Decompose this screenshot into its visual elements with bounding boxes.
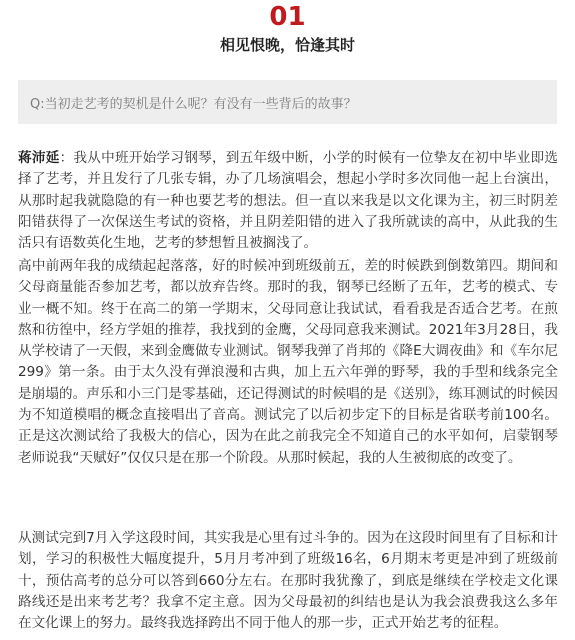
answer-paragraph-1-text: ：我从中班开始学习钢琴，到五年级中断，小学的时候有一位挚友在初中毕业即选择了艺考，并且发行了几张专辑，办了几场演唱会，想起小学时多次同他一起上台演出，从那时起我就隐隐的有一种也要艺考的想法。但一直以来我是以文化课为主，初三时阴差阳错获得了一次保送生考试的资格，并且阴差阳错的进入了我所就读的高中，从此我的生活只有语数英化生地，艺考的梦想暂且被搁浅了。 (18, 150, 559, 252)
speaker-name: 蒋沛延 (18, 150, 60, 166)
answer-paragraph-2: 高中前两年我的成绩起起落落，好的时候冲到班级前五，差的时候跌到倒数第四。期间和父母商量能否参加艺考，都以放弃告终。那时的我，钢琴已经断了五年，艺考的模式、专业一概不知。终于在高二的第一学期末，父母同意让我试试，看看我是否适合艺考。在煎熬和彷徨中，经方学姐的推荐，我找到的金鹰，父母同意我来测试。2021年3月28日，我从学校请了一天假，来到金鹰做专业测试。钢琴我弹了肖邦的《降E大调夜曲》和《车尔尼299》第一条。由于太久没有弹浪漫和古典，加上五六年弹的野琴，我的手型和线条完全是崩塌的。声乐和小三门是零基础，还记得测试的时候唱的是《送别》，练耳测试的时候因为不知道模唱的概念直接唱出了音高。测试完了以后初步定下的目标是省联考前100名。正是这次测试给了我极大的信心，因为在此之前我完全不知道自己的水平如何，启蒙钢琴老师说我“天赋好”仅仅只是在那一个阶段。从那时候起，我的人生被彻底的改变了。 (18, 258, 558, 466)
question-box (18, 80, 557, 124)
section-title: 相见恨晚，恰逢其时 (219, 36, 355, 54)
answer-paragraph-1 (18, 148, 558, 254)
question-text: Q:当初走艺考的契机是什么呢？有没有一些背后的故事？ (30, 96, 357, 112)
section-number: 01 (269, 2, 306, 32)
answer-paragraph-3: 从测试完到7月入学这段时间，其实我是心里有过斗争的。因为在这段时间里有了目标和计划，学习的积极性大幅度提升，5月月考冲到了班级16名，6月期末考更是冲到了班级前十，预估高考的总分可以答到660分左右。在那时我犹豫了，到底是继续在学校走文化课路线还是出来考艺考？我拿不定主意。因为父母最初的纠结也是认为我会浪费我这么多年在文化课上的努力。最终我选择跨出不同于他人的那一步，正式开始艺考的征程。 (18, 530, 558, 632)
